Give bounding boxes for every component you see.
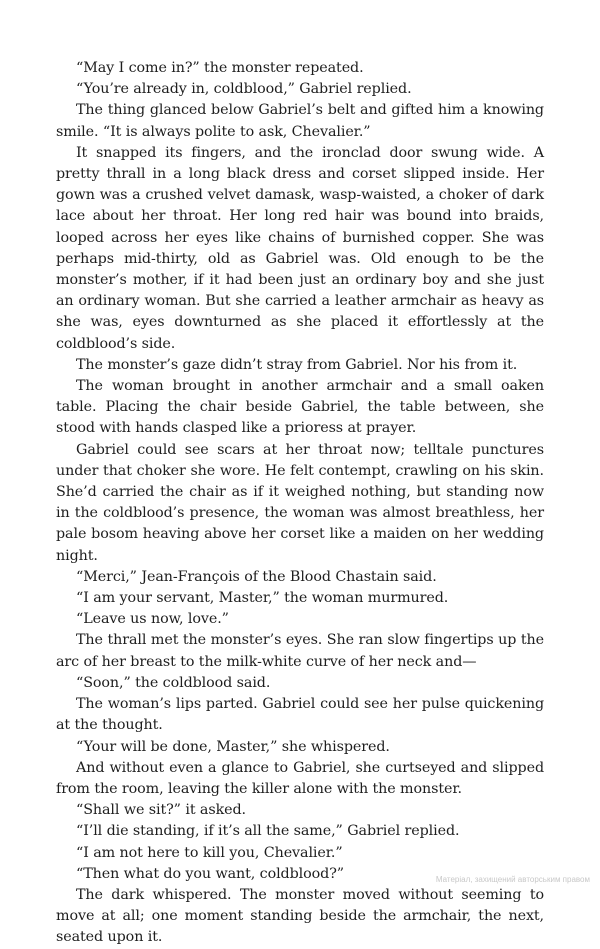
paragraph: “Soon,” the coldblood said. (76, 674, 271, 691)
paragraph: “I am your servant, Master,” the woman murmured. (76, 590, 449, 607)
paragraph: The woman brought in another armchair and a small oaken table. Placing the chair beside Gabriel, the table between, she stood with hands clasped like a prioress at prayer. (56, 378, 544, 437)
paragraph: The monster’s gaze didn’t stray from Gabriel. Nor his from it. (76, 356, 518, 373)
paragraph: The thrall met the monster’s eyes. She ran slow fingertips up the arc of her breast to the milk-white curve of her neck and— (56, 632, 544, 670)
paragraph: “May I come in?” the monster repeated. (76, 60, 364, 76)
paragraph: “I am not here to kill you, Chevalier.” (76, 844, 343, 861)
paragraph: And without even a glance to Gabriel, she curtseyed and slipped from the room, leaving the killer alone with the monster. (56, 759, 544, 797)
paragraph: “You’re already in, coldblood,” Gabriel replied. (76, 81, 412, 98)
page-body (56, 58, 544, 949)
paragraph: “Then what do you want, coldblood?” (76, 865, 344, 882)
paragraph: “Your will be done, Master,” she whispered. (76, 738, 390, 755)
paragraph: The dark whispered. The monster moved without seeming to move at all; one moment standing beside the armchair, the next, seated upon it. (56, 886, 544, 946)
paragraph: The thing glanced below Gabriel’s belt and gifted him a knowing smile. “It is always polite to ask, Chevalier.” (56, 102, 544, 140)
paragraph: “I’ll die standing, if it’s all the same,” Gabriel replied. (76, 823, 460, 840)
paragraph: “Shall we sit?” it asked. (76, 802, 246, 819)
copyright-watermark: Матеріал, захищений авторським правом (435, 875, 590, 884)
paragraph: The woman’s lips parted. Gabriel could see her pulse quickening at the thought. (56, 696, 544, 734)
paragraph: “Merci,” Jean-François of the Blood Chastain said. (76, 568, 437, 585)
paragraph: It snapped its fingers, and the ironclad door swung wide. A pretty thrall in a long black dress and corset slipped inside. Her gown was a crushed velvet damask, wasp-waisted, a choker of dark lace about her throat. Her long red hair was bound into braids, looped across her eyes like chains of burnished copper. She was perhaps mid-thirty, old as Gabriel was. Old enough to be the monster’s mother, if it had been just an ordinary boy and she just an ordinary woman. But she carried a leather armchair as heavy as she was, eyes downturned as she placed it effortlessly at the coldblood’s side. (56, 144, 544, 352)
paragraph: Gabriel could see scars at her throat now; telltale punctures under that choker she wore. He felt contempt, crawling on his skin. She’d carried the chair as if it weighed nothing, but standing now in the coldblood’s presence, the woman was almost breathless, her pale bosom heaving above her corset like a maiden on her wedding night. (56, 441, 544, 564)
paragraph: “Leave us now, love.” (76, 611, 229, 628)
